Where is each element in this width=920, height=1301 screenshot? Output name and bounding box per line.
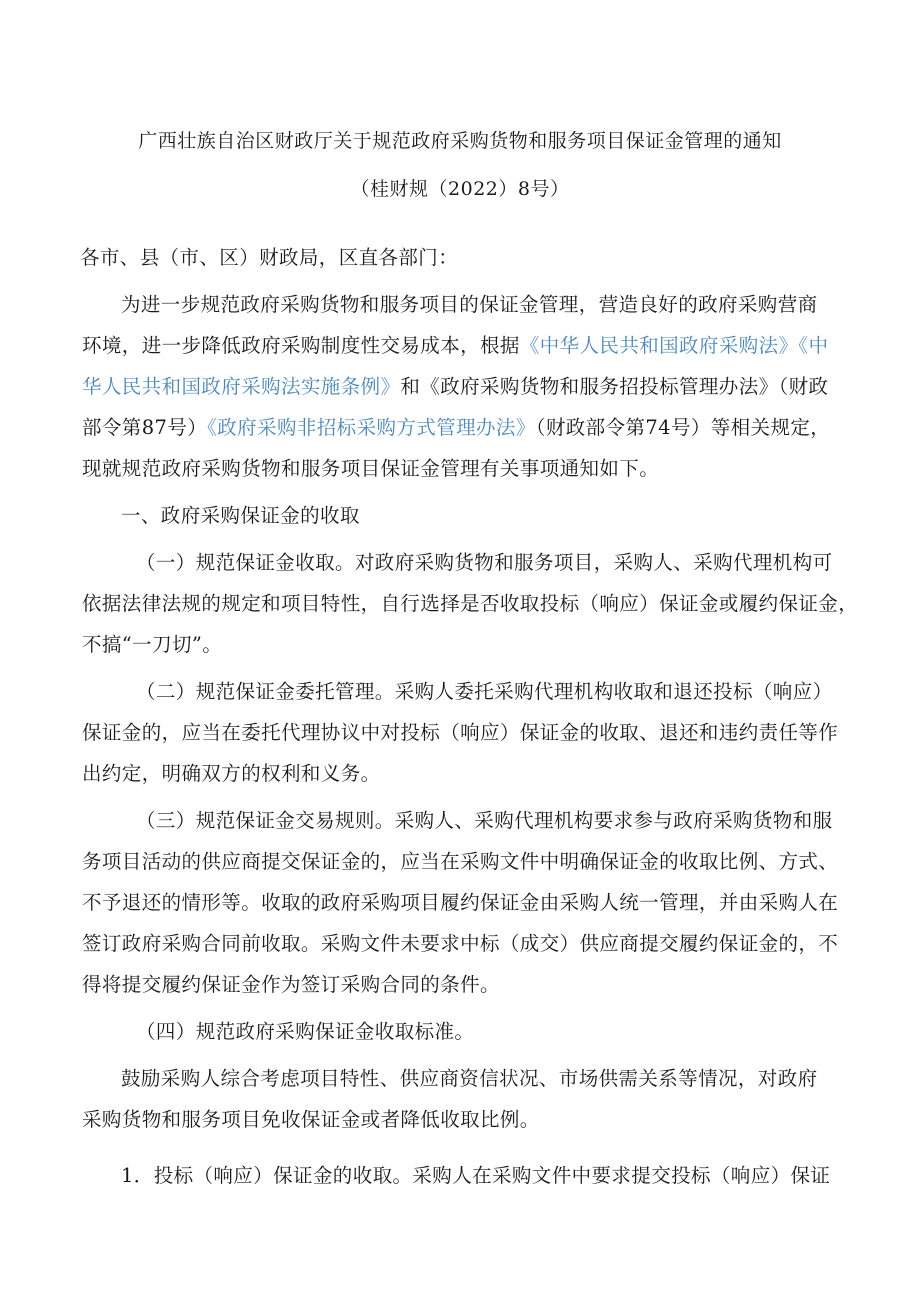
- paragraph-line: 务项目活动的供应商提交保证金的，应当在采购文件中明确保证金的收取比例、方式、: [82, 850, 839, 873]
- paragraph-line: 签订政府采购合同前收取。采购文件未要求中标（成交）供应商提交履约保证金的，不: [82, 932, 839, 955]
- paragraph-line: 保证金的，应当在委托代理协议中对投标（响应）保证金的收取、退还和违约责任等作: [82, 721, 839, 744]
- paragraph-line: [82, 333, 828, 359]
- paragraph-line: 出约定，明确双方的权利和义务。: [82, 762, 381, 785]
- paragraph-text: 部令第87号）: [82, 416, 208, 439]
- document-number: （桂财规（2022）8号）: [350, 178, 570, 200]
- link-implementation-regulations-cont[interactable]: 华人民共和国政府采购法实施条例》: [82, 375, 401, 398]
- document-title: 广西壮族自治区财政厅关于规范政府采购货物和服务项目保证金管理的通知: [138, 130, 782, 152]
- paragraph-line: 得将提交履约保证金作为签订采购合同的条件。: [82, 973, 500, 996]
- paragraph-text: 和《政府采购货物和服务招投标管理办法》（财政: [400, 375, 829, 398]
- paragraph-text: （财政部令第74号）等相关规定，: [535, 416, 831, 439]
- salutation: 各市、县（市、区）财政局，区直各部门：: [80, 246, 459, 269]
- link-government-procurement-law[interactable]: 《中华人民共和国政府采购法》: [519, 334, 799, 357]
- paragraph-line: 为进一步规范政府采购货物和服务项目的保证金管理，营造良好的政府采购营商: [121, 293, 818, 316]
- paragraph-line: （二）规范保证金委托管理。采购人委托采购代理机构收取和退还投标（响应）: [136, 680, 833, 703]
- subsection-heading: （四）规范政府采购保证金收取标准。: [136, 1020, 475, 1043]
- paragraph-line: （一）规范保证金收取。对政府采购货物和服务项目，采购人、采购代理机构可: [136, 551, 833, 574]
- paragraph-line: 采购货物和服务项目免收保证金或者降低收取比例。: [82, 1108, 540, 1131]
- paragraph-line: [82, 415, 830, 441]
- link-implementation-regulations[interactable]: 《中: [798, 334, 829, 357]
- paragraph-line: 现就规范政府采购货物和服务项目保证金管理有关事项通知如下。: [82, 457, 660, 480]
- paragraph-line: 不搞“一刀切”。: [82, 633, 223, 656]
- section-heading: 一、政府采购保证金的收取: [121, 504, 360, 527]
- link-non-tender-procurement-measures[interactable]: 《政府采购非招标采购方式管理办法》: [207, 416, 536, 439]
- paragraph-text: 环境，进一步降低政府采购制度性交易成本，根据: [82, 334, 520, 357]
- paragraph-line: 1．投标（响应）保证金的收取。采购人在采购文件中要求提交投标（响应）保证: [121, 1164, 831, 1187]
- paragraph-line: （三）规范保证金交易规则。采购人、采购代理机构要求参与政府采购货物和服: [136, 809, 833, 832]
- paragraph-line: [82, 374, 828, 400]
- paragraph-line: 不予退还的情形等。收取的政府采购项目履约保证金由采购人统一管理，并由采购人在: [82, 891, 839, 914]
- paragraph-line: 鼓励采购人综合考虑项目特性、供应商资信状况、市场供需关系等情况，对政府: [121, 1067, 818, 1090]
- paragraph-line: 依据法律法规的规定和项目特性，自行选择是否收取投标（响应）保证金或履约保证金，: [82, 592, 859, 615]
